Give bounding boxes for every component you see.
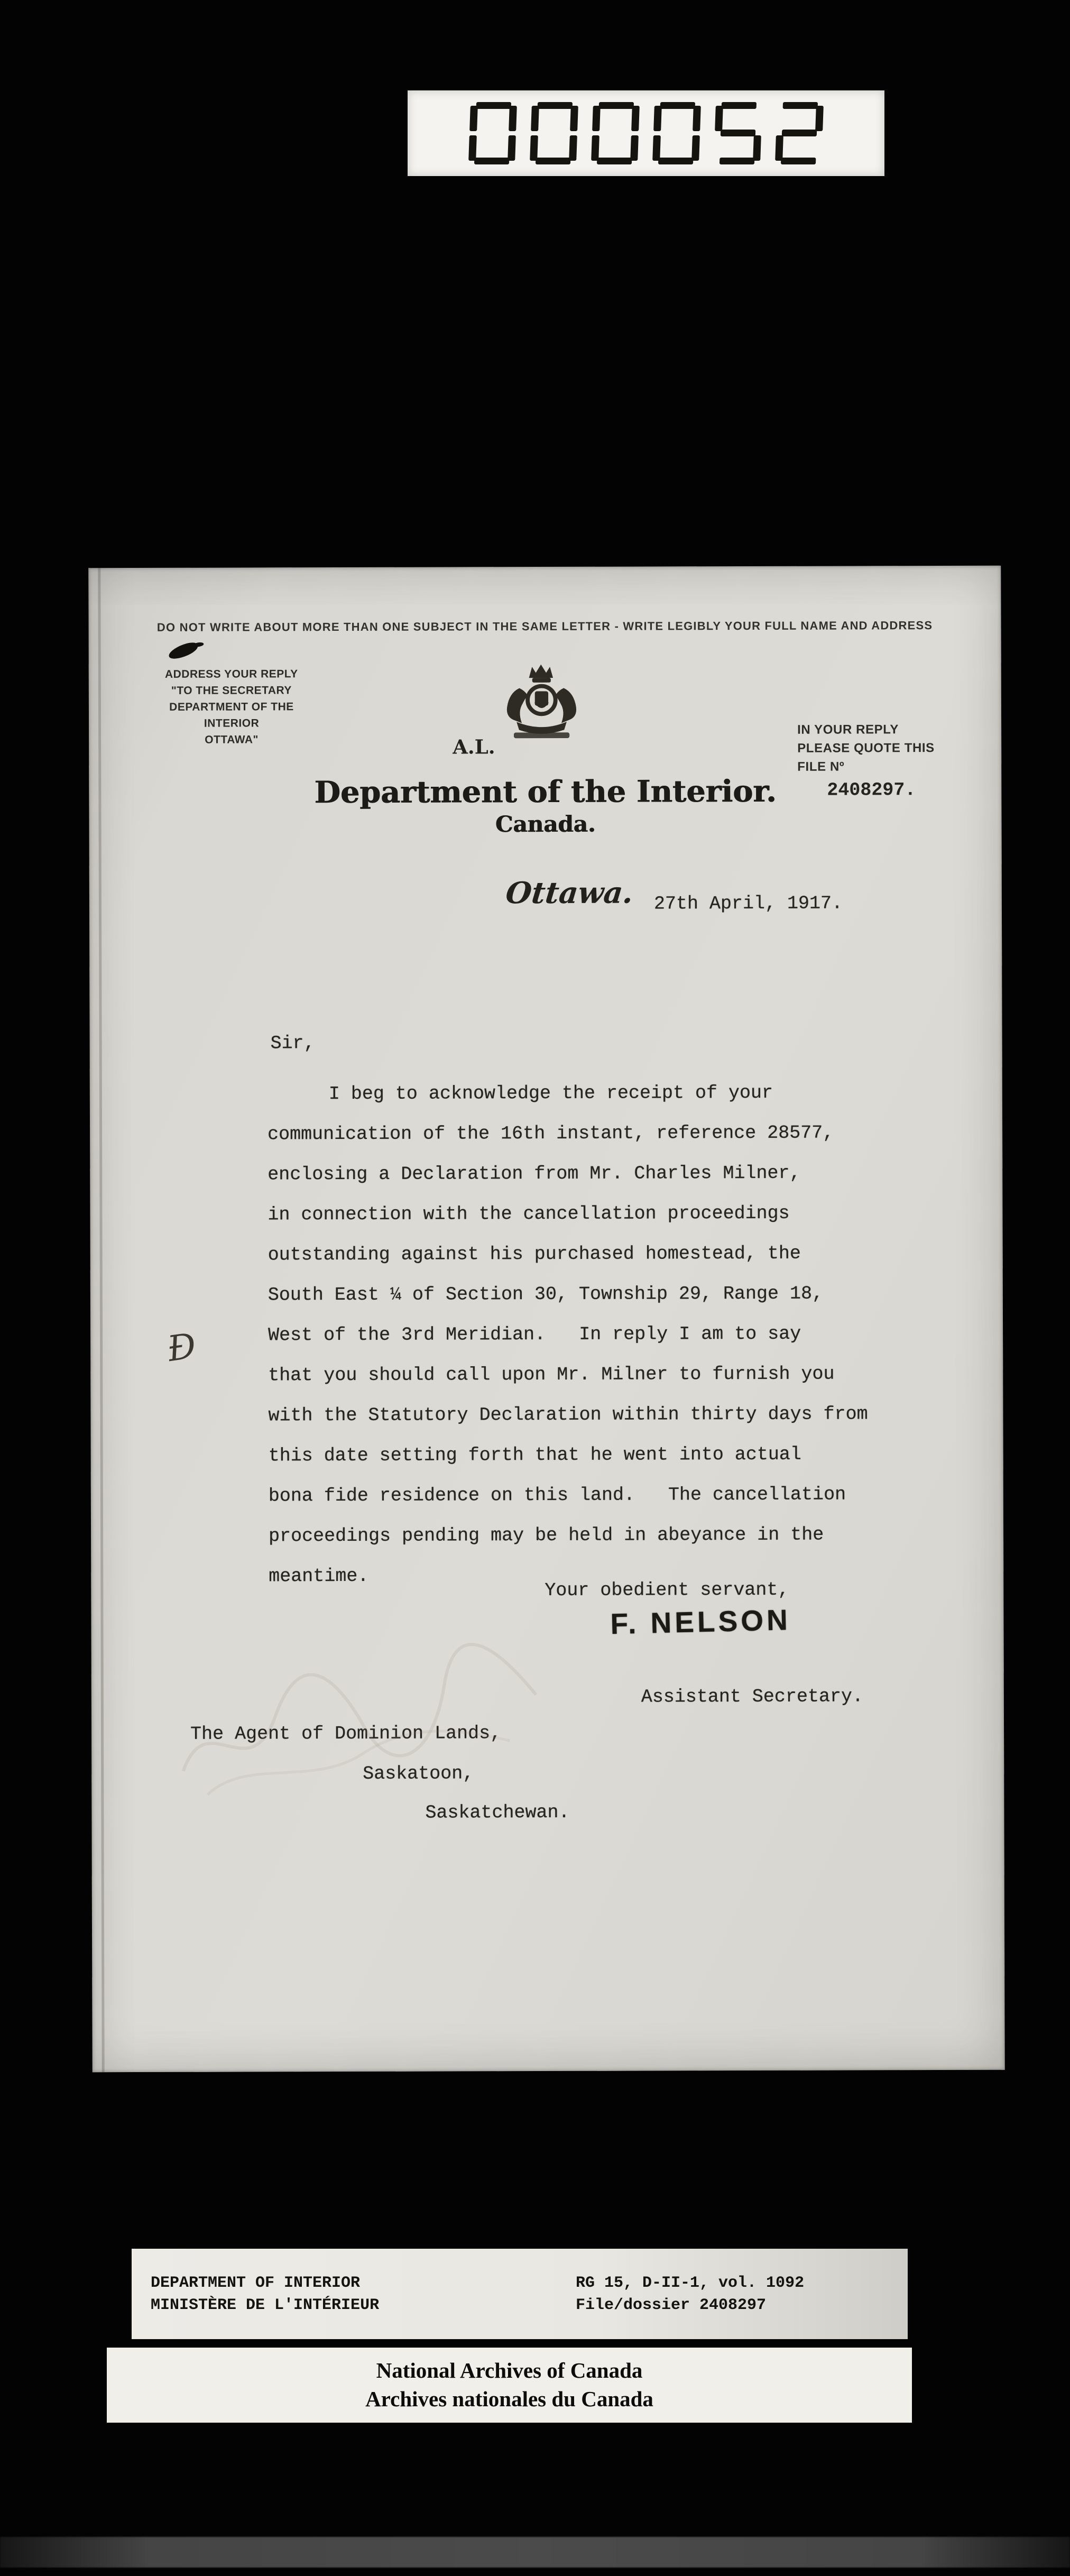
body-line: proceedings pending may be held in abeyance in the: [269, 1524, 824, 1547]
label-file-line: File/dossier 2408297: [576, 2296, 767, 2314]
label-rg-line: RG 15, D-II-1, vol. 1092: [576, 2274, 805, 2292]
counter-digit: [714, 102, 762, 164]
counter-digits: [408, 90, 884, 176]
archival-reference-label: [132, 2249, 908, 2339]
counter-digit: [591, 102, 640, 164]
body-line: outstanding against his purchased homestead, the: [268, 1243, 801, 1266]
reply-address-line: "TO THE SECRETARY: [171, 684, 292, 697]
label-reference: [576, 2272, 804, 2316]
salutation: Sir,: [270, 1033, 315, 1054]
label-dept-fr: MINISTÈRE DE L'INTÉRIEUR: [151, 2296, 380, 2314]
counter-digit: [652, 102, 701, 164]
reply-address-line: OTTAWA": [205, 733, 259, 746]
letter-page: [88, 566, 1004, 2073]
body-line: communication of the 16th instant, reference 28577,: [268, 1122, 834, 1145]
file-number: 2408297.: [827, 779, 916, 801]
letter-body: [268, 1072, 869, 1596]
signer-title: Assistant Secretary.: [641, 1686, 864, 1708]
reply-address-block: [142, 666, 321, 748]
film-edge-strip: [0, 2537, 1070, 2568]
body-line: I beg to acknowledge the receipt of your: [328, 1082, 773, 1105]
quote-line: PLEASE QUOTE THIS: [797, 741, 935, 756]
recipient-line: The Agent of Dominion Lands,: [190, 1723, 502, 1745]
letterhead-warning: DO NOT WRITE ABOUT MORE THAN ONE SUBJECT IN THE SAME LETTER - WRITE LEGIBLY YOUR FULL NAME AND ADDRESS: [156, 619, 933, 634]
country-label: Canada.: [495, 811, 596, 838]
counter-digit: [775, 102, 824, 164]
archives-name-fr: Archives nationales du Canada: [365, 2387, 653, 2411]
quote-line: IN YOUR REPLY: [797, 722, 899, 737]
reply-address-line: DEPARTMENT OF THE INTERIOR: [169, 701, 294, 730]
al-initials: A.L.: [453, 735, 495, 759]
body-line: in connection with the cancellation proceedings: [268, 1202, 790, 1226]
body-line: that you should call upon Mr. Milner to furnish you: [268, 1363, 835, 1386]
department-title: Department of the Interior.: [314, 773, 777, 811]
counter-digit: [468, 102, 517, 164]
recipient-line: Saskatoon,: [363, 1763, 474, 1784]
pointing-hand-ink-mark: [167, 640, 200, 661]
frame-counter: [408, 90, 884, 176]
quote-line: FILE Nº: [797, 759, 845, 774]
quote-file-block: [797, 720, 935, 776]
place-script: Ottawa.: [504, 875, 635, 911]
label-dept-en: DEPARTMENT OF INTERIOR: [151, 2274, 361, 2292]
handwritten-margin-mark: Đ: [164, 1325, 199, 1370]
national-archives-label: [107, 2348, 912, 2423]
archives-name-en: National Archives of Canada: [376, 2358, 643, 2382]
label-department: [151, 2272, 379, 2316]
counter-digit: [530, 102, 578, 164]
body-line: enclosing a Declaration from Mr. Charles Milner,: [268, 1162, 801, 1185]
body-line: this date setting forth that he went into actual: [268, 1443, 801, 1467]
body-line: with the Statutory Declaration within thirty days from: [268, 1403, 868, 1427]
body-line: South East ¼ of Section 30, Township 29, Range 18,: [268, 1283, 824, 1306]
signature-stamp: F. NELSON: [610, 1603, 791, 1641]
coat-of-arms-icon: [490, 658, 593, 761]
body-line: meantime.: [269, 1565, 369, 1587]
body-line: West of the 3rd Meridian. In reply I am to say: [268, 1323, 801, 1346]
reply-address-line: ADDRESS YOUR REPLY: [164, 668, 298, 680]
body-line: bona fide residence on this land. The cancellation: [268, 1484, 846, 1507]
recipient-line: Saskatchewan.: [425, 1801, 570, 1824]
date-line: 27th April, 1917.: [653, 893, 843, 915]
faint-handwriting-ghost: [156, 1594, 555, 1809]
closing-line: Your obedient servant,: [545, 1579, 789, 1602]
